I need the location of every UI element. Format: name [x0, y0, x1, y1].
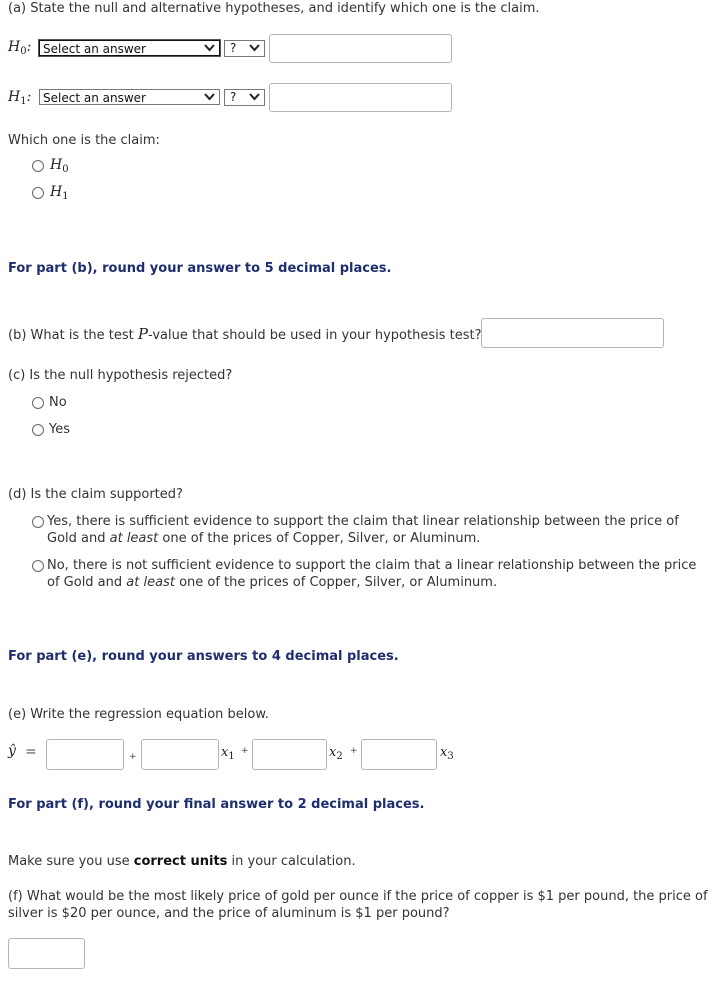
part-d-prompt: (d) Is the claim supported? — [8, 487, 183, 502]
claim-supported-yes-text: Yes, there is sufficient evidence to support the claim that linear relationship between the price of Gold and at least one of the prices of Copper, Silver, or Aluminum. — [47, 514, 679, 546]
h0-label: $H_0$: — [8, 39, 32, 57]
part-b-prompt: (b) What is the test P-value that should be used in your hypothesis test? — [8, 325, 482, 343]
h0-value-input[interactable] — [269, 34, 452, 63]
h1-operator-select-value: ? — [230, 90, 237, 104]
h0-operator-select-value: ? — [230, 41, 237, 55]
coef-x1-input[interactable] — [141, 739, 219, 770]
h1-parameter-select-value: Select an answer — [43, 91, 146, 105]
intercept-input[interactable] — [46, 739, 124, 770]
x1-label: $x_1$ — [221, 745, 235, 762]
equals-sign: = — [25, 744, 37, 760]
reject-radio-no[interactable] — [32, 397, 44, 409]
claim-question: Which one is the claim: — [8, 133, 160, 148]
claim-radio-h0[interactable] — [32, 160, 44, 172]
part-c-prompt: (c) Is the null hypothesis rejected? — [8, 368, 233, 383]
chevron-down-icon — [204, 93, 215, 101]
x2-label: $x_2$ — [329, 745, 343, 762]
h1-label: $H_1$: — [8, 89, 32, 107]
p-value-input[interactable] — [481, 318, 664, 348]
hint-part-f: For part (f), round your final answer to 2 decimal places. — [8, 797, 425, 812]
hint-part-e: For part (e), round your answers to 4 decimal places. — [8, 649, 399, 664]
h0-parameter-select[interactable] — [39, 40, 220, 56]
h1-value-input[interactable] — [269, 83, 452, 112]
chevron-down-icon — [204, 44, 215, 52]
claim-supported-radio-no[interactable] — [32, 560, 44, 572]
plus-sign: + — [129, 752, 137, 762]
chevron-down-icon — [249, 93, 260, 101]
claim-radio-h1[interactable] — [32, 187, 44, 199]
claim-supported-radio-yes[interactable] — [32, 516, 44, 528]
h1-operator-select[interactable] — [224, 89, 265, 106]
x3-label: $x_3$ — [440, 745, 454, 762]
h0-parameter-select-value: Select an answer — [43, 42, 146, 56]
h1-parameter-select[interactable] — [39, 89, 220, 105]
part-e-prompt: (e) Write the regression equation below. — [8, 707, 269, 722]
plus-sign: + — [241, 746, 249, 756]
part-f-prompt: (f) What would be the most likely price of gold per ounce if the price of copper is $1 per pound, the price of silver is $20 per ounce, and the price of aluminum is $1 per pound? — [8, 889, 708, 921]
chevron-down-icon — [249, 44, 260, 52]
gold-price-input[interactable] — [8, 938, 85, 969]
claim-option-h0-label: $H_0$ — [50, 157, 69, 175]
reject-option-yes-label: Yes — [49, 422, 70, 437]
coef-x2-input[interactable] — [252, 739, 327, 770]
h0-operator-select[interactable] — [224, 40, 265, 57]
reject-option-no-label: No — [49, 395, 67, 410]
y-hat-symbol: ŷ — [8, 743, 16, 759]
part-a-prompt: (a) State the null and alternative hypotheses, and identify which one is the claim. — [8, 1, 540, 16]
reject-radio-yes[interactable] — [32, 424, 44, 436]
plus-sign: + — [350, 746, 358, 756]
units-note: Make sure you use correct units in your calculation. — [8, 854, 356, 869]
coef-x3-input[interactable] — [361, 739, 437, 770]
claim-option-h1-label: $H_1$ — [50, 184, 69, 202]
claim-supported-no-text: No, there is not sufficient evidence to support the claim that a linear relationship between the price of Gold and at least one of the prices of Copper, Silver, or Aluminum. — [47, 558, 697, 590]
hint-part-b: For part (b), round your answer to 5 decimal places. — [8, 261, 392, 276]
